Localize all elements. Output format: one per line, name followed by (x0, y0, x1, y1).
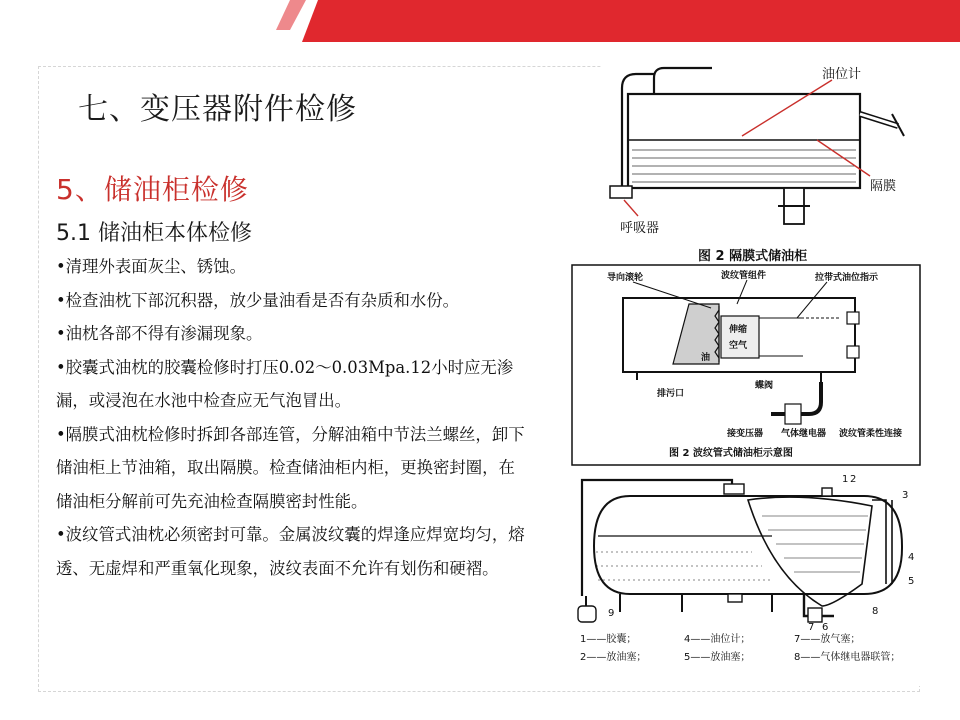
bullet-item: •隔膜式油枕检修时拆卸各部连管，分解油箱中节法兰螺丝，卸下储油柜上节油箱，取出隔膜。检查储油柜内柜，更换密封圈，在储油柜分解前可先充油检查隔膜密封性能。 (56, 424, 525, 511)
bullet-item: •波纹管式油枕必须密封可靠。金属波纹囊的焊逢应焊宽均匀，熔透、无虚焊和严重氧化现象，波纹表面不允许有划伤和硬褶。 (56, 525, 525, 578)
bullet-item: •清理外表面灰尘、锈蚀。 (56, 257, 246, 276)
legend-item: 2——放油塞； (580, 652, 647, 663)
label-breather: 呼吸器 (620, 221, 660, 236)
legend-item: 5——放油塞； (684, 652, 751, 663)
callout-number: 3 (902, 490, 909, 501)
callout-number: 8 (872, 606, 879, 617)
figure-caption: 图 2 隔膜式储油柜 (698, 249, 808, 264)
red-stripe-thin (276, 0, 306, 30)
label-guide-wheel: 导向滚轮 (607, 273, 644, 283)
callout-number: 7 (808, 622, 815, 633)
legend-item: 4——油位计； (684, 634, 751, 645)
label-diaphragm: 隔膜 (870, 179, 897, 194)
label-valve: 蝶阀 (755, 381, 774, 391)
callout-number: 5 (908, 576, 915, 587)
callout-number: 6 (822, 622, 829, 633)
callout-number: 2 (850, 474, 857, 485)
callout-number: 9 (608, 608, 615, 619)
legend-item: 7——放气塞； (794, 634, 861, 645)
label-oil-gauge: 油位计 (822, 67, 862, 82)
label-gas-relay: 气体继电器 (781, 429, 827, 439)
label-air: 空气 (729, 341, 748, 351)
label-oil: 油 (701, 353, 711, 363)
figure-caption: 图 2 波纹管式储油柜示意图 (669, 448, 793, 459)
legend-item: 8——气体继电器联管； (794, 652, 901, 663)
bullet-item: •检查油枕下部沉积器，放少量油看是否有杂质和水份。 (56, 290, 460, 310)
bullet-list (56, 250, 526, 585)
subsection-heading: 5.1 储油柜本体检修 (56, 221, 252, 246)
callout-number: 4 (908, 552, 915, 563)
red-stripe-main (302, 0, 960, 42)
capsule-conservator-diagram (572, 466, 920, 686)
label-flex-joint: 波纹管柔性连接 (839, 429, 903, 439)
label-pull-indicator: 拉带式油位指示 (815, 273, 879, 283)
label-drain: 排污口 (657, 389, 685, 399)
section-heading: 5、储油柜检修 (56, 173, 249, 206)
bullet-item: •油枕各部不得有渗漏现象。 (56, 324, 263, 343)
slide-title: 七、变压器附件检修 (78, 92, 357, 127)
header-accent-stripes (0, 0, 960, 48)
label-expand: 伸缩 (729, 325, 748, 335)
bellows-conservator-diagram (571, 264, 921, 466)
legend-item: 1——胶囊； (580, 634, 637, 645)
label-to-transformer: 接变压器 (727, 429, 764, 439)
diaphragm-conservator-diagram (602, 66, 920, 266)
label-bellows-assembly: 波纹管组件 (721, 271, 767, 281)
bullet-item: •胶囊式油枕的胶囊检修时打压0.02～0.03Mpa.12小时应无渗漏，或浸泡在水池中检查应无气泡冒出。 (56, 357, 514, 410)
callout-number: 1 (842, 474, 849, 485)
